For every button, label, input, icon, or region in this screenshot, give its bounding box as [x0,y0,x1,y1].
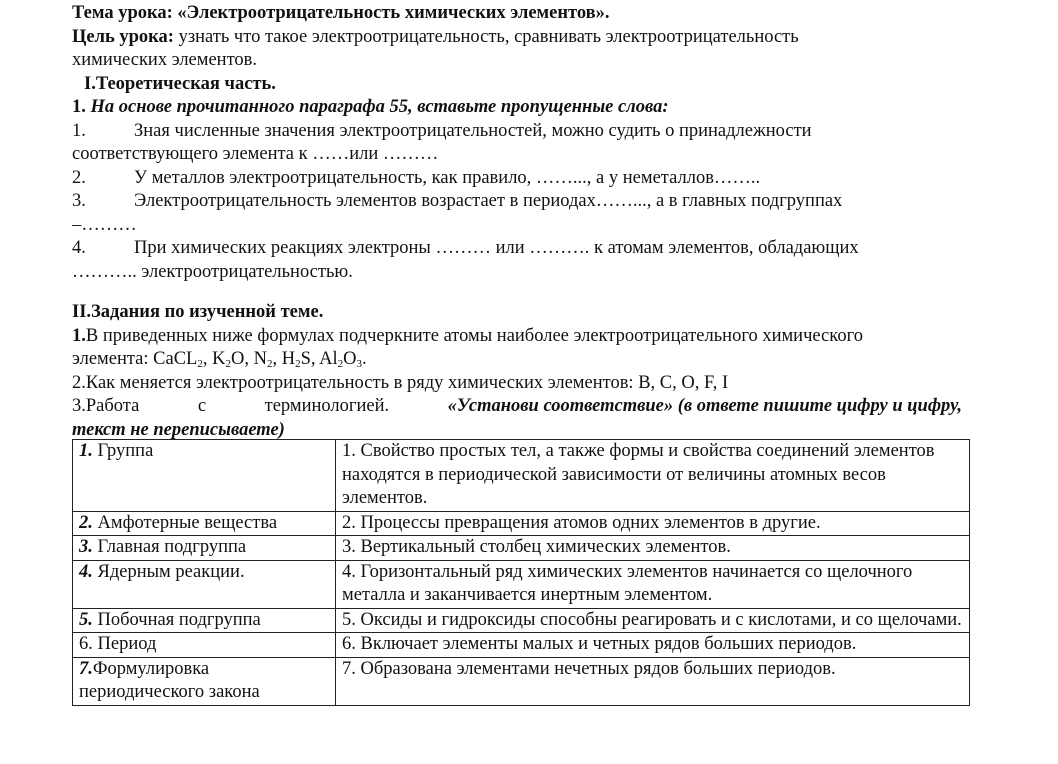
term-cell [73,657,336,705]
table-row [73,560,970,608]
q2: 2.Как меняется электроотрицательность в ряду химических элементов: B, C, O, F, I [72,372,729,393]
goal-text: узнать что такое электроотрицательность, сравнивать электроотрицательность [173,26,799,47]
fill-item [72,237,1047,284]
term-num: 2. [79,512,93,533]
table-row [73,536,970,561]
goal-label: Цель урока: [72,26,174,47]
term-cell [73,633,336,658]
fill-item-num: 2. [72,167,86,188]
part1-heading: I.Теоретическая часть. [84,73,276,94]
definition-cell: 1. Свойство простых тел, а также формы и свойства соединений элементов находятся в периодической зависимости от величины атомных весов элементов. [336,440,970,512]
q3-word: с [197,396,207,416]
part1-task [72,96,1047,120]
formula-text: O [343,349,357,369]
term-num: 1. [79,441,93,461]
definition-cell: 5. Оксиды и гидроксиды способны реагировать и с кислотами, и со щелочами. [336,608,970,633]
part2-heading: II.Задания по изученной теме. [72,302,324,322]
formula-text: , H [272,349,296,369]
definition-cell: 4. Горизонтальный ряд химических элементов начинается со щелочного металла и заканчивается инертным элементом. [336,560,970,608]
formula-text: CaCL [153,349,198,369]
formula-sub: 2 [337,358,344,370]
term-cell [73,440,336,512]
fill-item-text: У металлов электроотрицательность, как правило, ……..., а у неметаллов…….. [134,167,761,188]
q3 [72,395,962,419]
q1-formulas [72,348,1047,372]
definition-cell: 7. Образована элементами нечетных рядов больших периодов. [336,657,970,705]
formula-text: O, N [230,349,267,369]
term-cell [73,560,336,608]
term-text: Амфотерные вещества [92,512,278,533]
term-text: Ядерным реакции. [92,561,245,582]
matching-table [72,439,970,706]
definition-cell: 6. Включает элементы малых и четных рядов больших периодов. [336,633,970,658]
fill-item-num: 1. [72,120,86,141]
worksheet [72,2,1047,706]
term-text: Группа [92,441,154,461]
formula-sub: 2 [266,358,273,370]
formula-sub: 3 [356,358,362,370]
q1-num: 1. [72,325,86,346]
q3-word: терминологией. [264,396,390,416]
part1-task-num: 1. [72,97,86,117]
fill-item-num: 4. [72,238,86,258]
formula-sub: 2 [225,358,231,370]
fill-item-text: Электроотрицательность элементов возрастает в периодах……..., а в главных подгруппах [134,191,843,211]
term-text: Побочная подгруппа [92,609,261,630]
formula-text: . [362,349,367,369]
term-cell [73,608,336,633]
term-num: 5. [79,609,93,630]
fill-item-text: При химических реакциях электроны ……… или ………. к атомам элементов, обладающих [134,238,859,258]
table-row [73,657,970,705]
fill-item [72,120,1047,167]
table-row [73,511,970,536]
q3-instruction-cont: текст не переписываете) [72,419,285,440]
formula-sub: 2 [295,358,301,370]
topic-text: «Электроотрицательность химических элементов». [172,3,610,23]
q1-prefix: элемента: [72,349,154,369]
term-num: 7. [79,658,93,679]
fill-item-text-cont: –……… [72,214,137,235]
formula-text: , K [202,349,226,369]
goal-line [72,26,1047,50]
term-text: Главная подгруппа [92,537,247,557]
term-cell [73,511,336,536]
formula-sub: 2 [197,358,203,370]
goal-text-cont: химических элементов. [72,50,258,70]
q3-instruction: «Установи соответствие» (в ответе пишите цифру и цифру, [447,396,962,416]
fill-item-text: Зная численные значения электроотрицательностей, можно судить о принадлежности [134,120,812,141]
topic-label: Тема урока: [72,3,173,23]
fill-item-num: 3. [72,191,86,211]
q3-word: 3.Работа [72,396,140,416]
formula-text: S, Al [300,349,338,369]
table-row [73,633,970,658]
term-cell [73,536,336,561]
definition-cell: 3. Вертикальный столбец химических элементов. [336,536,970,561]
term-text: Формулировка периодического закона [79,658,260,702]
fill-item [72,190,1047,237]
q1-text: В приведенных ниже формулах подчеркните атомы наиболее электроотрицательного химического [85,325,863,346]
topic-line [72,2,1047,26]
term-text: 6. Период [79,634,157,654]
table-row [73,440,970,512]
fill-item-text-cont: соответствующего элемента к ……или ……… [72,144,439,164]
q1 [72,325,1047,349]
definition-cell: 2. Процессы превращения атомов одних элементов в другие. [336,511,970,536]
fill-item-text-cont: ……….. электроотрицательностью. [72,261,353,282]
fill-item [72,167,1047,191]
term-num: 3. [79,537,93,557]
table-row [73,608,970,633]
part1-task-text: На основе прочитанного параграфа 55, вставьте пропущенные слова: [85,97,669,117]
term-num: 4. [79,561,93,582]
